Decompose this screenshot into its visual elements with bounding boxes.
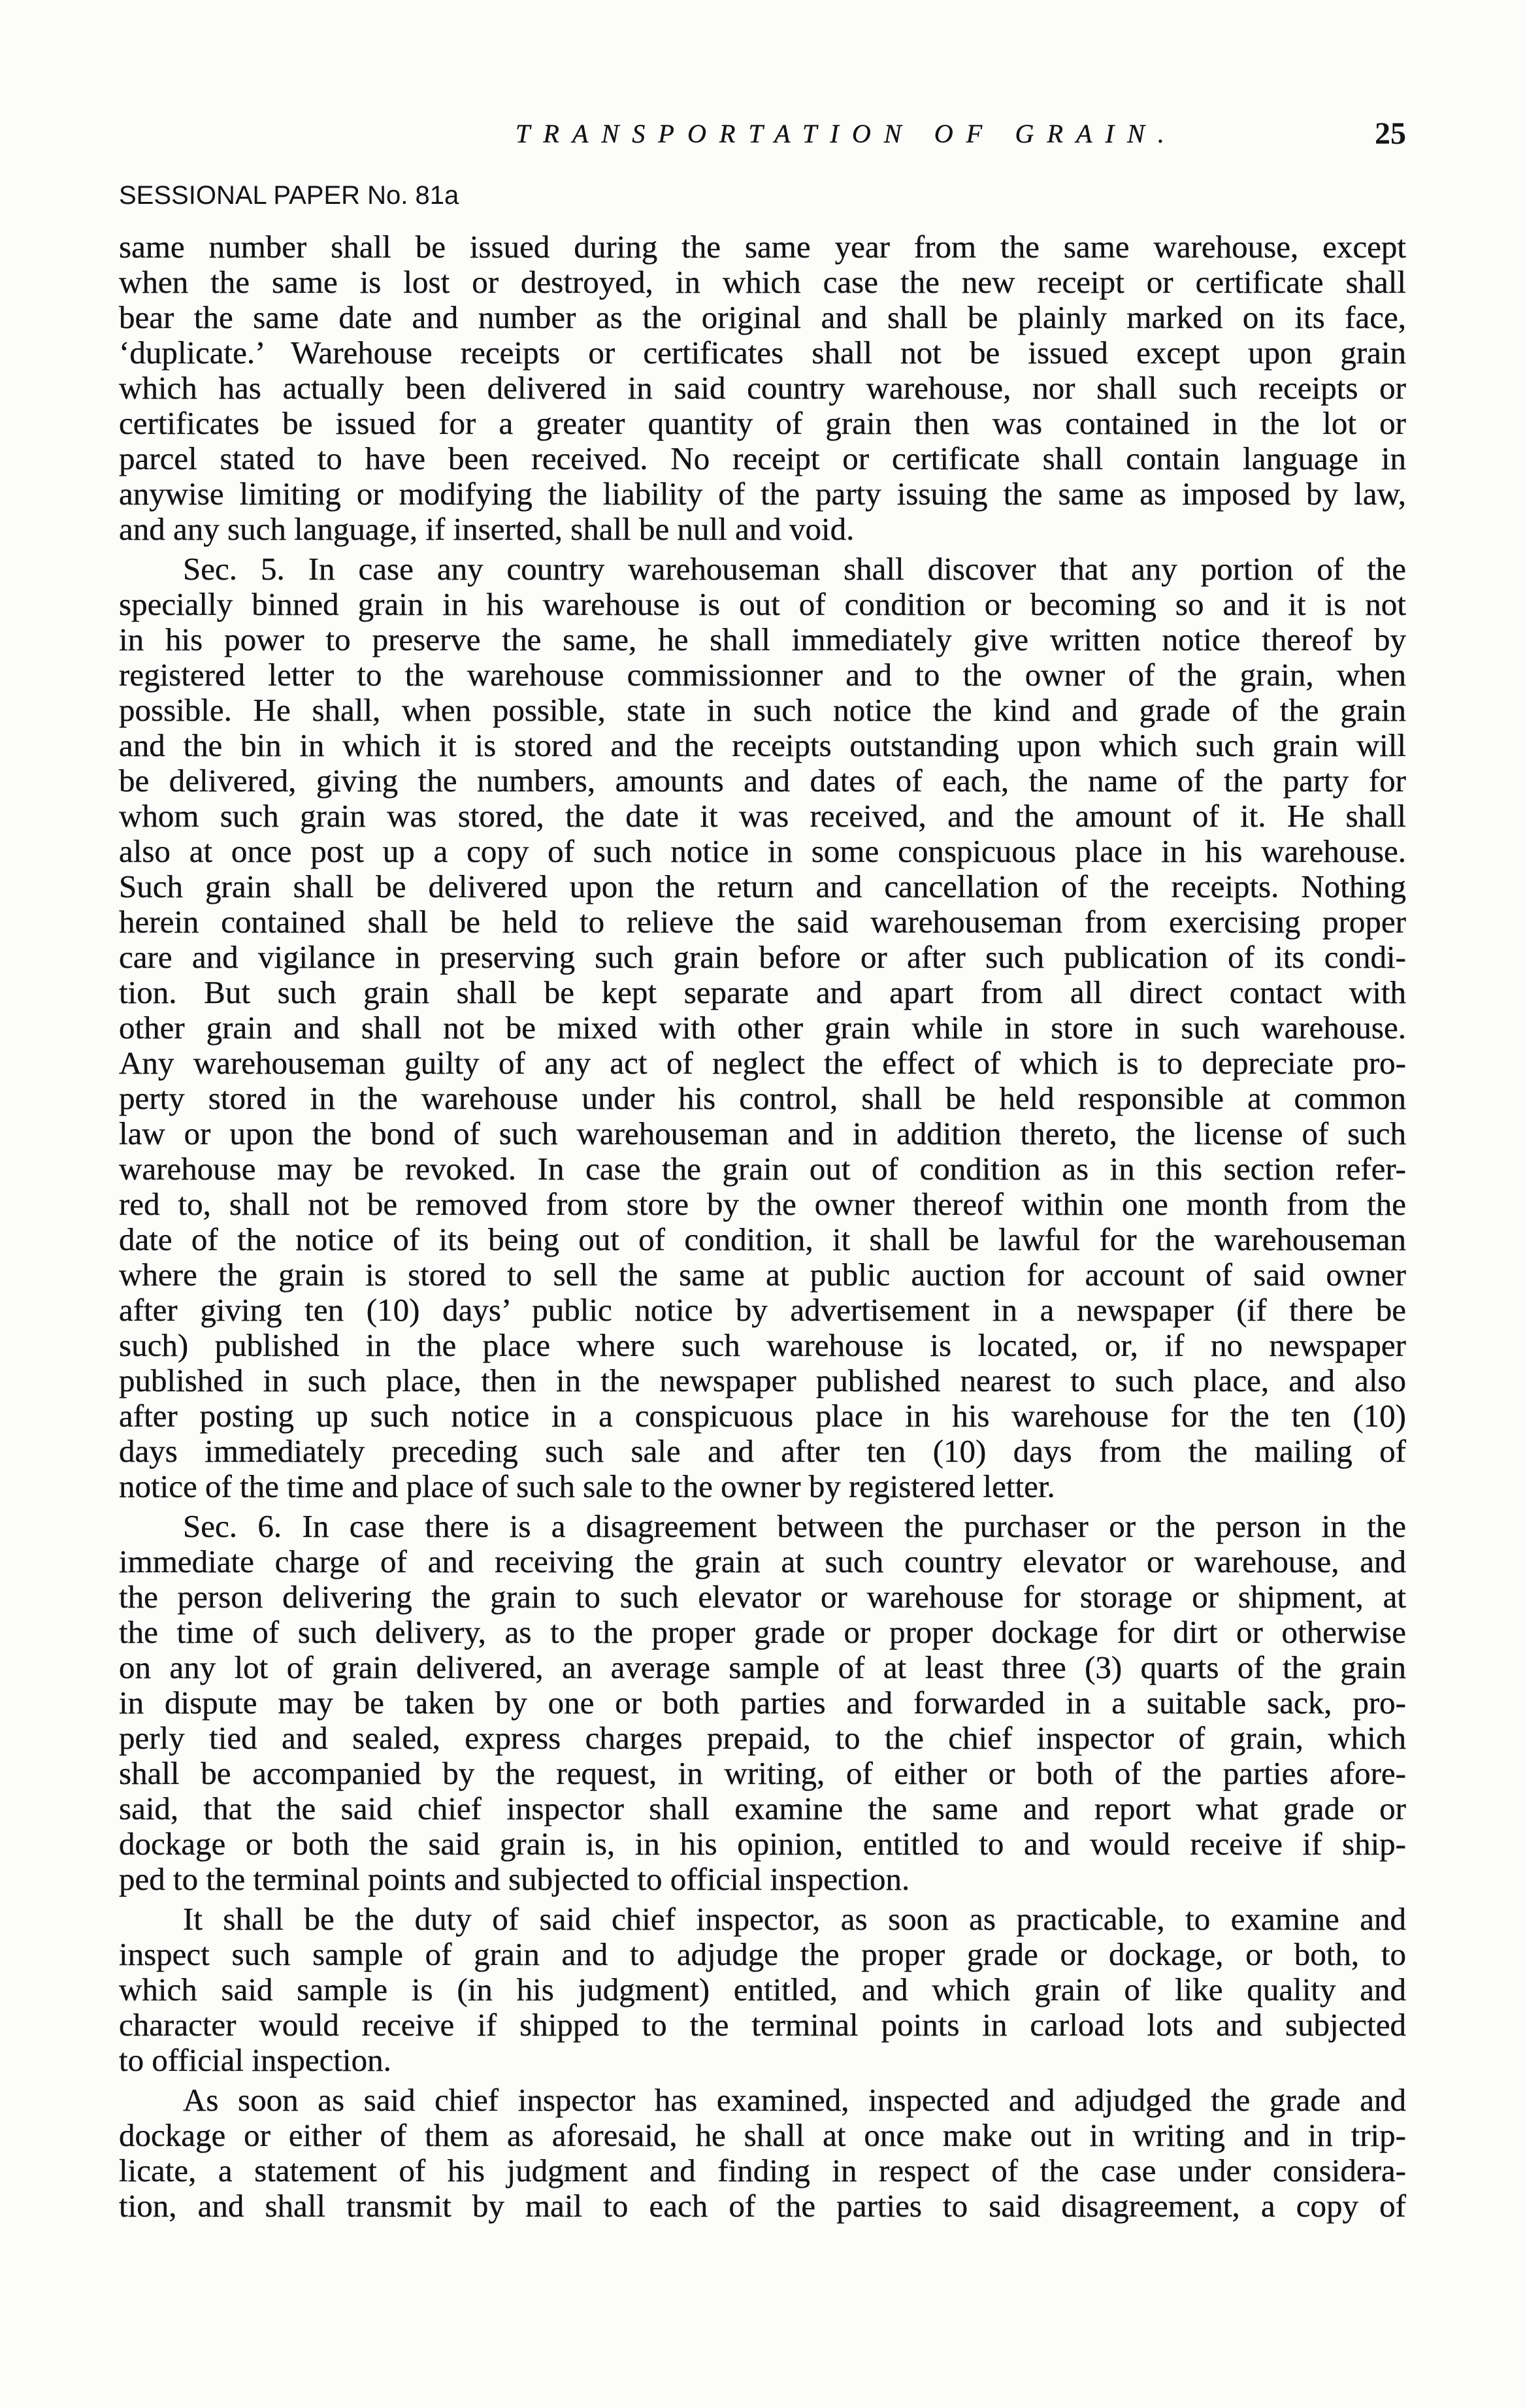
line-text: when the same is lost or destroyed, in which case the new receipt or certificate shall: [119, 264, 1406, 300]
text-line: [119, 622, 1406, 657]
running-title: [516, 118, 1177, 150]
text-line: [119, 1434, 1406, 1469]
line-text: after posting up such notice in a conspicuous place in his warehouse for the ten (10): [119, 1398, 1406, 1434]
line-text: tion. But such grain shall be kept separate and apart from all direct contact with: [119, 974, 1406, 1010]
line-text: to official inspection.: [119, 2042, 391, 2078]
text-line: [119, 1293, 1406, 1328]
text-line: [119, 2153, 1406, 2188]
text-line: [119, 1862, 1406, 1897]
text-line: [119, 2083, 1406, 2118]
text-line: [119, 1010, 1406, 1046]
line-text: where the grain is stored to sell the same at public auction for account of said owner: [119, 1257, 1406, 1293]
line-text: It shall be the duty of said chief inspector, as soon as practicable, to examine and: [183, 1901, 1406, 1937]
line-text: on any lot of grain delivered, an average sample of at least three (3) quarts of the grain: [119, 1649, 1406, 1685]
line-text: dockage or either of them as aforesaid, he shall at once make out in writing and in trip-: [119, 2117, 1406, 2153]
text-line: [119, 1363, 1406, 1398]
line-text: immediate charge of and receiving the grain at such country elevator or warehouse, and: [119, 1543, 1406, 1579]
text-line: [119, 441, 1406, 476]
text-line: [119, 1615, 1406, 1650]
text-line: [119, 1081, 1406, 1116]
line-text: Such grain shall be delivered upon the return and cancellation of the receipts. Nothing: [119, 868, 1406, 904]
line-text: in his power to preserve the same, he shall immediately give written notice thereof by: [119, 621, 1406, 657]
line-text: perty stored in the warehouse under his control, shall be held responsible at common: [119, 1080, 1406, 1116]
line-text: registered letter to the warehouse commissionner and to the owner of the grain, when: [119, 657, 1406, 693]
text-line: [119, 904, 1406, 940]
line-text: Sec. 5. In case any country warehouseman shall discover that any portion of the: [183, 551, 1406, 587]
text-line: [119, 1257, 1406, 1293]
text-line: [119, 265, 1406, 300]
text-line: [119, 799, 1406, 834]
text-line: [119, 1791, 1406, 1826]
line-text: Sec. 6. In case there is a disagreement between the purchaser or the person in the: [183, 1508, 1406, 1544]
text-line: [119, 552, 1406, 587]
text-line: [119, 728, 1406, 763]
text-line: [119, 1685, 1406, 1721]
paragraph-2: [119, 552, 1406, 1504]
text-line: [119, 229, 1406, 265]
page-number: 25: [1375, 116, 1406, 151]
text-line: [119, 476, 1406, 512]
text-line: [119, 1328, 1406, 1363]
text-line: [119, 1579, 1406, 1615]
text-line: [119, 1721, 1406, 1756]
line-text: inspect such sample of grain and to adjudge the proper grade or dockage, or both, to: [119, 1936, 1406, 1972]
text-line: [119, 975, 1406, 1010]
line-text: perly tied and sealed, express charges prepaid, to the chief inspector of grain, which: [119, 1720, 1406, 1756]
text-line: [119, 1046, 1406, 1081]
line-text: ped to the terminal points and subjected to official inspection.: [119, 1861, 910, 1897]
text-line: [119, 2043, 1406, 2078]
line-text: shall be accompanied by the request, in writing, of either or both of the parties afore-: [119, 1755, 1406, 1791]
line-text: other grain and shall not be mixed with other grain while in store in such warehouse.: [119, 1010, 1406, 1046]
text-line: [119, 834, 1406, 869]
line-text: bear the same date and number as the original and shall be plainly marked on its face,: [119, 299, 1406, 335]
line-text: herein contained shall be held to relieve the said warehouseman from exercising proper: [119, 904, 1406, 940]
text-line: [119, 1972, 1406, 2007]
text-line: [119, 1650, 1406, 1685]
line-text: character would receive if shipped to the terminal points in carload lots and subjected: [119, 2007, 1406, 2043]
text-line: [119, 869, 1406, 904]
text-line: [119, 1902, 1406, 1937]
line-text: law or upon the bond of such warehouseman and in addition thereto, the license of such: [119, 1115, 1406, 1151]
line-text: which has actually been delivered in said country warehouse, nor shall such receipts or: [119, 370, 1406, 406]
paragraph-5: [119, 2083, 1406, 2224]
running-title-text: TRANSPORTATION OF GRAIN.: [516, 119, 1177, 148]
text-line: [119, 657, 1406, 693]
line-text: also at once post up a copy of such notice in some conspicuous place in his warehouse.: [119, 833, 1406, 869]
text-line: [119, 2007, 1406, 2043]
text-line: [119, 1222, 1406, 1257]
line-text: be delivered, giving the numbers, amounts and dates of each, the name of the party for: [119, 763, 1406, 799]
line-text: notice of the time and place of such sale to the owner by registered letter.: [119, 1468, 1055, 1504]
line-text: said, that the said chief inspector shall examine the same and report what grade or: [119, 1790, 1406, 1826]
line-text: and the bin in which it is stored and the receipts outstanding upon which such grain will: [119, 727, 1406, 763]
text-line: [119, 1151, 1406, 1187]
line-text: in dispute may be taken by one or both parties and forwarded in a suitable sack, pro-: [119, 1685, 1406, 1721]
line-text: date of the notice of its being out of condition, it shall be lawful for the warehouseman: [119, 1221, 1406, 1257]
text-line: [119, 406, 1406, 441]
line-text: the time of such delivery, as to the proper grade or proper dockage for dirt or otherwise: [119, 1614, 1406, 1650]
text-line: [119, 1469, 1406, 1504]
line-text: care and vigilance in preserving such grain before or after such publication of its condi-: [119, 939, 1406, 975]
text-line: [119, 300, 1406, 335]
line-text: ‘duplicate.’ Warehouse receipts or certificates shall not be issued except upon grain: [119, 335, 1406, 371]
text-line: [119, 1756, 1406, 1791]
line-text: the person delivering the grain to such elevator or warehouse for storage or shipment, at: [119, 1579, 1406, 1615]
line-text: certificates be issued for a greater quantity of grain then was contained in the lot or: [119, 405, 1406, 441]
line-text: red to, shall not be removed from store by the owner thereof within one month from the: [119, 1186, 1406, 1222]
paragraph-4: [119, 1902, 1406, 2078]
text-line: [119, 2118, 1406, 2153]
line-text: whom such grain was stored, the date it was received, and the amount of it. He shall: [119, 798, 1406, 834]
line-text: licate, a statement of his judgment and finding in respect of the case under considera-: [119, 2152, 1406, 2188]
text-line: [119, 763, 1406, 799]
paragraph-1: [119, 229, 1406, 547]
text-line: [119, 1937, 1406, 1972]
line-text: days immediately preceding such sale and after ten (10) days from the mailing of: [119, 1433, 1406, 1469]
body-text: [119, 229, 1406, 2224]
line-text: such) published in the place where such warehouse is located, or, if no newspaper: [119, 1327, 1406, 1363]
text-line: [119, 335, 1406, 371]
line-text: tion, and shall transmit by mail to each of the parties to said disagreement, a copy of: [119, 2188, 1406, 2224]
sessional-paper-label: SESSIONAL PAPER No. 81a: [119, 181, 459, 210]
line-text: parcel stated to have been received. No receipt or certificate shall contain language in: [119, 440, 1406, 476]
text-line: [119, 1509, 1406, 1544]
line-text: possible. He shall, when possible, state in such notice the kind and grade of the grain: [119, 692, 1406, 728]
text-line: [119, 1826, 1406, 1862]
text-line: [119, 587, 1406, 622]
text-line: [119, 1398, 1406, 1434]
text-line: [119, 1187, 1406, 1222]
line-text: anywise limiting or modifying the liability of the party issuing the same as imposed by law,: [119, 476, 1406, 512]
text-line: [119, 2188, 1406, 2224]
line-text: dockage or both the said grain is, in his opinion, entitled to and would receive if ship-: [119, 1826, 1406, 1862]
text-line: [119, 693, 1406, 728]
text-line: [119, 1116, 1406, 1151]
line-text: Any warehouseman guilty of any act of neglect the effect of which is to depreciate pro-: [119, 1045, 1406, 1081]
line-text: As soon as said chief inspector has examined, inspected and adjudged the grade and: [183, 2082, 1406, 2118]
text-line: [119, 940, 1406, 975]
line-text: and any such language, if inserted, shall be null and void.: [119, 511, 855, 547]
text-line: [119, 1544, 1406, 1579]
text-line: [119, 371, 1406, 406]
line-text: after giving ten (10) days’ public notice by advertisement in a newspaper (if there be: [119, 1292, 1406, 1328]
line-text: published in such place, then in the newspaper published nearest to such place, and also: [119, 1362, 1406, 1398]
line-text: warehouse may be revoked. In case the grain out of condition as in this section refer-: [119, 1151, 1406, 1187]
line-text: specially binned grain in his warehouse is out of condition or becoming so and it is not: [119, 586, 1406, 622]
text-line: [119, 512, 1406, 547]
paragraph-3: [119, 1509, 1406, 1897]
line-text: same number shall be issued during the same year from the same warehouse, except: [119, 229, 1406, 265]
line-text: which said sample is (in his judgment) entitled, and which grain of like quality and: [119, 1971, 1406, 2007]
